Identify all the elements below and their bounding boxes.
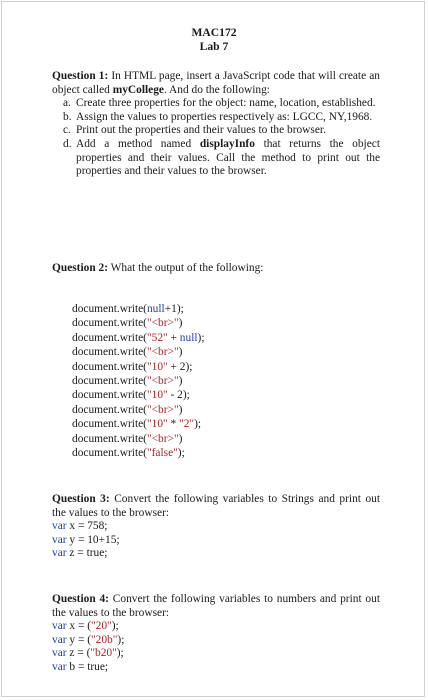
code-line: document.write("<br>"): [72, 317, 183, 330]
question-4-vars: [52, 620, 380, 674]
code-line: document.write(null+1);: [72, 303, 184, 315]
course-code: MAC172: [191, 26, 237, 39]
question-2-prompt: Question 2: What the output of the following:: [52, 262, 264, 274]
question-1-intro: Question 1: In HTML page, insert a JavaScript code that will create an object called myCollege. And do the following:: [52, 70, 380, 96]
code-line: document.write("10" - 2);: [72, 389, 190, 402]
code-line: document.write("false");: [72, 447, 185, 460]
var-line: var b = true;: [52, 660, 109, 673]
var-line: var z = ("b20");: [52, 647, 124, 660]
question-1: [52, 70, 380, 179]
question-3-vars: [52, 520, 380, 561]
task-b: b. Assign the values to properties respectively as: LGCC, NY,1968.: [63, 110, 373, 123]
code-line: document.write("<br>"): [72, 403, 183, 416]
question-3-label: Question 3:: [52, 493, 110, 505]
code-line: document.write("<br>"): [72, 432, 183, 445]
var-line: var z = true;: [52, 547, 108, 560]
code-line: document.write("<br>"): [72, 375, 183, 388]
lab-title: Lab 7: [199, 40, 229, 53]
var-line: var x = ("20");: [52, 620, 119, 633]
task-d: d. Add a method named displayInfo that returns the object properties and their values. Call the method to print out the properties and their values to the browser.: [63, 137, 380, 178]
code-line: document.write("52" + null);: [72, 331, 205, 344]
question-4-label: Question 4:: [52, 593, 109, 605]
code-line: document.write("<br>"): [72, 346, 183, 359]
var-line: var y = 10+15;: [52, 533, 120, 546]
method-name: displayInfo: [199, 137, 255, 150]
question-2-label: Question 2:: [52, 262, 109, 274]
question-4: [52, 593, 380, 675]
question-2-code: [72, 302, 205, 460]
task-a: a. Create three properties for the object: name, location, established.: [63, 97, 376, 110]
question-3: [52, 493, 380, 561]
object-name: myCollege: [112, 83, 164, 96]
code-line: document.write("10" + 2);: [72, 360, 193, 373]
task-c: c. Print out the properties and their values to the browser.: [63, 124, 326, 137]
code-line: document.write("10" * "2");: [72, 418, 202, 431]
question-2: [52, 262, 380, 276]
var-line: var x = 758;: [52, 520, 108, 533]
question-1-label: Question 1:: [52, 70, 109, 82]
question-4-prompt: Question 4: Convert the following variables to numbers and print out the values to the browser:: [52, 593, 380, 619]
question-1-tasks: [52, 97, 380, 179]
var-line: var y = ("20b");: [52, 633, 125, 646]
question-3-prompt: Question 3: Convert the following variables to Strings and print out the values to the browser:: [52, 493, 380, 519]
